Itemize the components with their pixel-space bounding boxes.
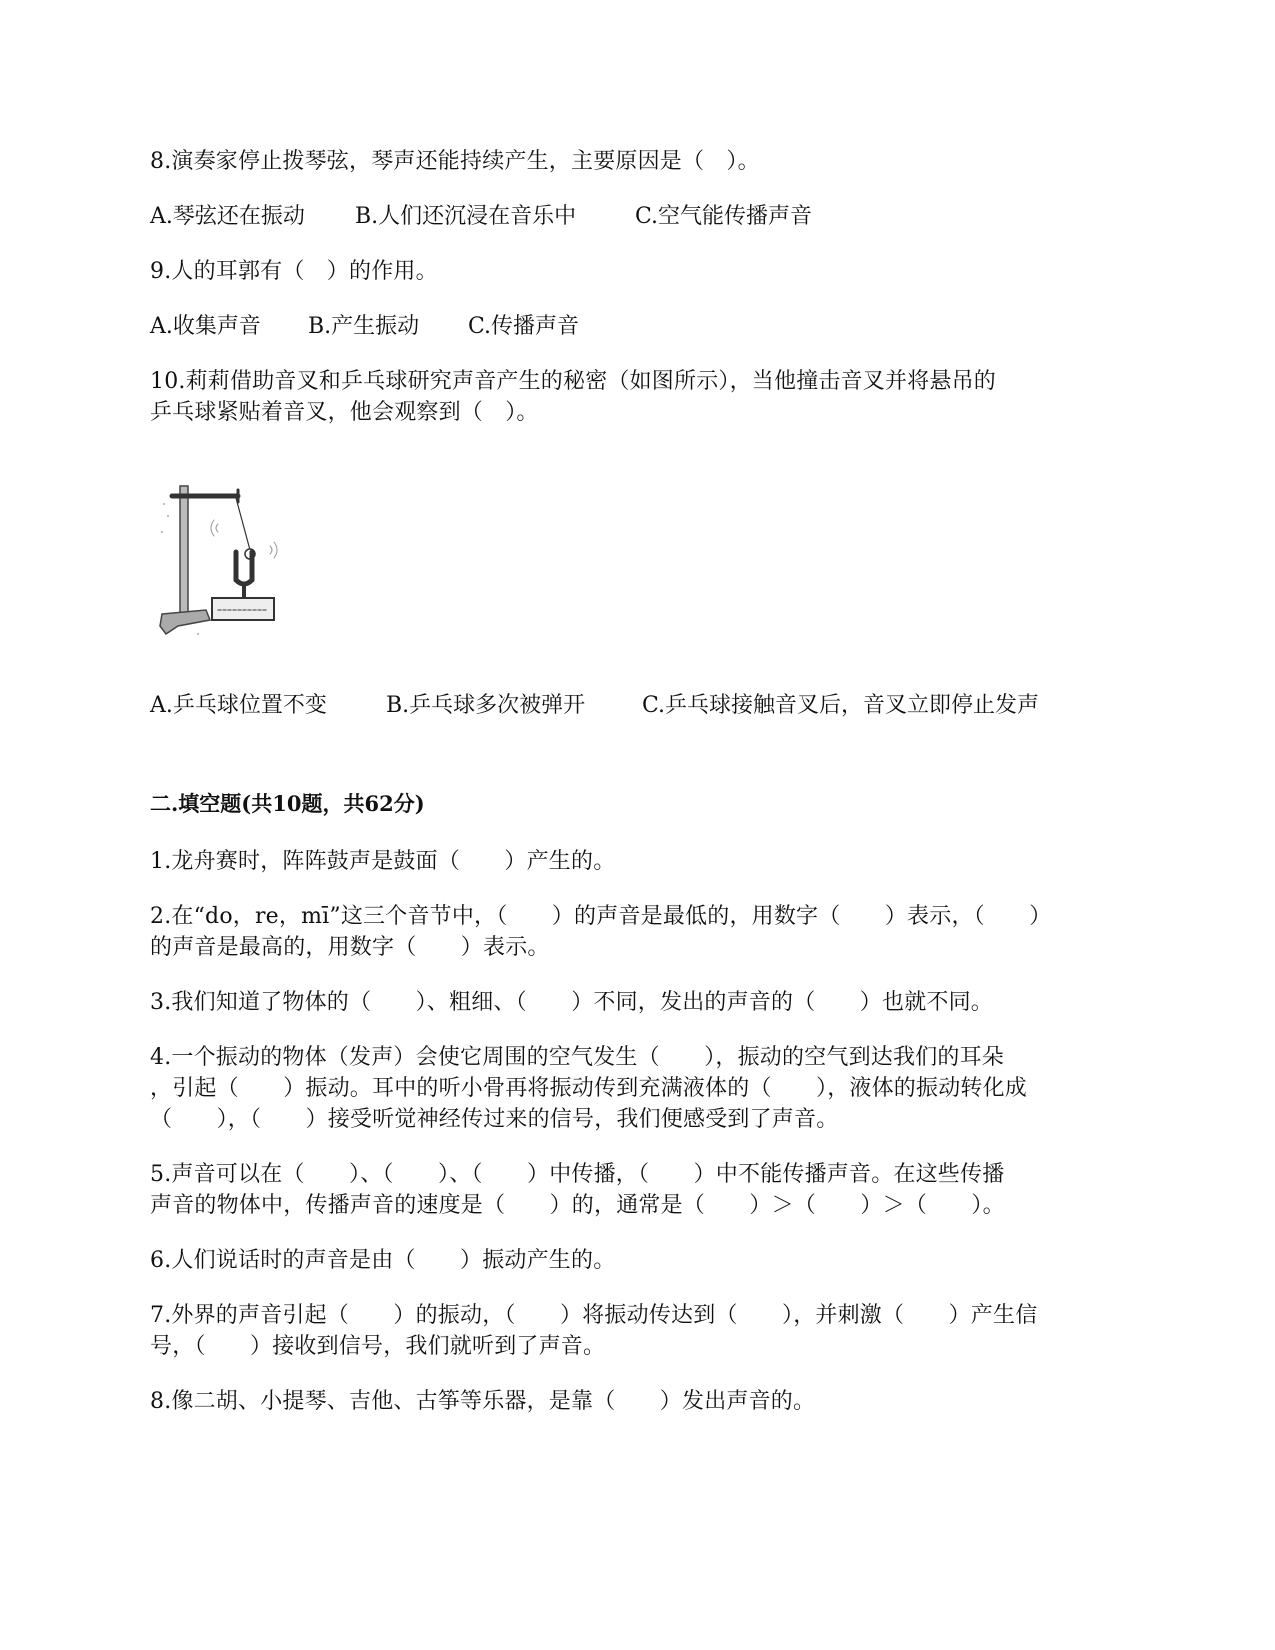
- fill-question-3: 3.我们知道了物体的（ ）、粗细、（ ）不同，发出的声音的（ ）也就不同。: [150, 990, 993, 1015]
- pendulum-string: [236, 498, 250, 550]
- question-8-options: [150, 201, 812, 232]
- question-9-options: [150, 311, 579, 342]
- resonance-box: [212, 598, 274, 620]
- fill-question-1: 1.龙舟赛时，阵阵鼓声是鼓面（ ）产生的。: [150, 849, 616, 874]
- fill-question-7-line-1: 7.外界的声音引起（ ）的振动，（ ）将振动传达到（ ），并刺激（ ）产生信: [150, 1303, 1038, 1328]
- question-9-stem: 9.人的耳郭有（ ）的作用。: [150, 259, 438, 284]
- stand-pole: [180, 486, 188, 614]
- fill-question-5-line-2: 声音的物体中，传播声音的速度是（ ）的，通常是（ ）＞（ ）＞（ ）。: [150, 1193, 1005, 1218]
- question-10-options: [150, 690, 1039, 721]
- fill-question-5-line-1: 5.声音可以在（ ）、（ ）、（ ）中传播，（ ）中不能传播声音。在这些传播: [150, 1162, 1005, 1187]
- question-10-option-c: C.乒乓球接触音叉后，音叉立即停止发声: [642, 693, 1040, 718]
- question-8-option-c: C.空气能传播声音: [635, 204, 813, 229]
- fill-question-8: 8.像二胡、小提琴、吉他、古筝等乐器，是靠（ ）发出声音的。: [150, 1389, 816, 1414]
- fill-question-7-line-2: 号，（ ）接收到信号，我们就听到了声音。: [150, 1334, 606, 1359]
- fill-question-4-line-2: ，引起（ ）振动。耳中的听小骨再将振动传到充满液体的（ ），液体的振动转化成: [150, 1076, 1028, 1101]
- question-9-option-a: A.收集声音: [150, 314, 261, 339]
- question-10-option-a: A.乒乓球位置不变: [150, 693, 327, 718]
- question-10-stem-line-1: 10.莉莉借助音叉和乒乓球研究声音产生的秘密（如图所示），当他撞击音叉并将悬吊的: [150, 369, 996, 394]
- question-8-option-a: A.琴弦还在振动: [150, 204, 305, 229]
- tuning-fork-figure: [158, 484, 298, 644]
- fill-question-4-line-3: （ ），（ ）接受听觉神经传过来的信号，我们便感受到了声音。: [150, 1107, 839, 1132]
- stand-base: [160, 610, 210, 634]
- section-2-title: 二.填空题(共10题，共62分): [150, 791, 425, 816]
- question-8-stem: 8.演奏家停止拨琴弦，琴声还能持续产生，主要原因是（ ）。: [150, 149, 760, 174]
- question-10-stem-line-2: 乒乓球紧贴着音叉，他会观察到（ ）。: [150, 400, 539, 425]
- fill-question-2-line-2: 的声音是最高的，用数字（ ）表示。: [150, 935, 550, 960]
- fill-question-2-line-1: 2.在“do，re，mī”这三个音节中，（ ）的声音是最低的，用数字（ ）表示，（ ）: [150, 904, 1052, 929]
- fill-question-4-line-1: 4.一个振动的物体（发声）会使它周围的空气发生（ ），振动的空气到达我们的耳朵: [150, 1045, 1004, 1070]
- question-9-option-c: C.传播声音: [468, 314, 580, 339]
- question-9-option-b: B.产生振动: [308, 314, 420, 339]
- question-8-option-b: B.人们还沉浸在音乐中: [355, 204, 577, 229]
- tuning-fork: [236, 552, 252, 584]
- fill-question-6: 6.人们说话时的声音是由（ ）振动产生的。: [150, 1248, 616, 1273]
- question-10-option-b: B.乒乓球多次被弹开: [386, 693, 586, 718]
